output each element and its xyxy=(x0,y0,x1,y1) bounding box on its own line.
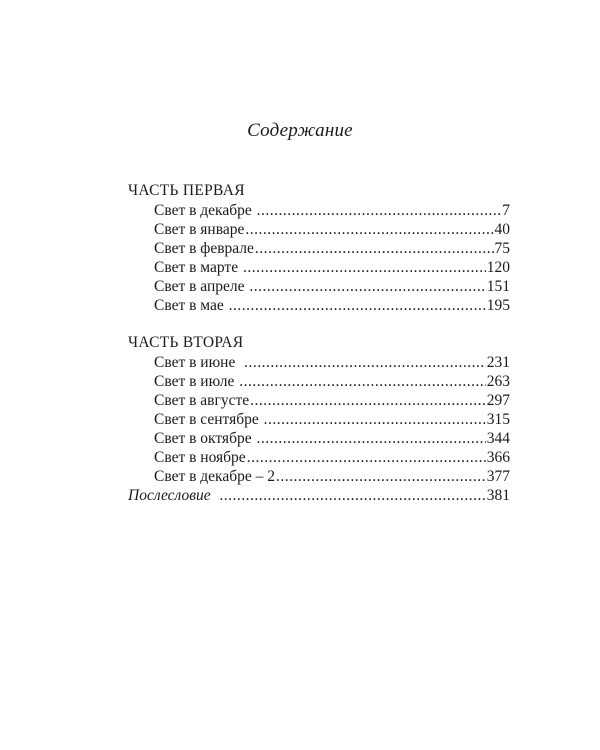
dot-leader xyxy=(264,410,486,429)
dot-leader xyxy=(229,296,486,315)
part-one-section xyxy=(128,181,510,315)
dot-leader xyxy=(239,372,485,391)
dot-leader xyxy=(219,486,485,505)
dot-leader xyxy=(244,353,486,372)
toc-entry xyxy=(128,467,510,486)
toc-entry-page: 7 xyxy=(502,202,510,219)
toc-entry-label: Свет в январе xyxy=(154,221,245,238)
toc-entry-page: 377 xyxy=(486,468,510,485)
dot-leader xyxy=(276,467,486,486)
toc-entry-label: Свет в декабре xyxy=(154,202,256,219)
dot-leader xyxy=(243,258,486,277)
toc-entry xyxy=(128,429,510,448)
toc-entry xyxy=(128,277,510,296)
toc-entry-label: Свет в июне xyxy=(154,354,244,371)
dot-leader xyxy=(256,429,485,448)
part-one-heading: ЧАСТЬ ПЕРВАЯ xyxy=(128,182,245,199)
toc-entry-label: Свет в сентябре xyxy=(154,411,263,428)
toc-entry-label: Свет в апреле xyxy=(154,278,249,295)
part-two-section xyxy=(128,333,510,505)
toc-entry-page: 297 xyxy=(486,392,510,409)
toc-entry-page: 40 xyxy=(494,221,510,238)
toc-entry-page: 381 xyxy=(486,487,510,504)
toc-entry-label: Свет в феврале xyxy=(154,240,254,257)
dot-leader xyxy=(245,220,493,239)
toc-entry-label: Свет в мае xyxy=(154,297,228,314)
table-of-contents xyxy=(128,181,510,523)
toc-entry-label: Свет в августе xyxy=(154,392,250,409)
toc-entry-page: 344 xyxy=(486,430,510,447)
toc-entry xyxy=(128,391,510,410)
toc-entry-label: Свет в марте xyxy=(154,259,242,276)
toc-entry xyxy=(128,296,510,315)
dot-leader xyxy=(257,201,502,220)
toc-entry-label: Свет в декабре – 2 xyxy=(154,468,275,485)
toc-entry-page: 315 xyxy=(486,411,510,428)
toc-entry xyxy=(128,220,510,239)
toc-entry-page: 120 xyxy=(486,259,510,276)
toc-entry-label: Свет в октябре xyxy=(154,430,256,447)
toc-entry-label: Свет в ноябре xyxy=(154,449,246,466)
toc-entry-page: 75 xyxy=(494,240,510,257)
toc-entry-label: Послесловие xyxy=(128,487,219,504)
toc-entry-label: Свет в июле xyxy=(154,373,239,390)
toc-entry xyxy=(128,353,510,372)
toc-entry-page: 231 xyxy=(486,354,510,371)
toc-entry xyxy=(128,239,510,258)
toc-entry-afterword xyxy=(128,486,510,505)
dot-leader xyxy=(249,277,485,296)
toc-entry xyxy=(128,448,510,467)
dot-leader xyxy=(247,448,486,467)
toc-entry xyxy=(128,410,510,429)
toc-entry xyxy=(128,258,510,277)
dot-leader xyxy=(250,391,486,410)
toc-entry-page: 366 xyxy=(486,449,510,466)
part-two-heading: ЧАСТЬ ВТОРАЯ xyxy=(128,334,244,351)
toc-entry xyxy=(128,372,510,391)
toc-entry-page: 151 xyxy=(486,278,510,295)
toc-title: Содержание xyxy=(247,120,353,141)
dot-leader xyxy=(255,239,494,258)
toc-entry xyxy=(128,201,510,220)
toc-entry-page: 195 xyxy=(486,297,510,314)
toc-entry-page: 263 xyxy=(486,373,510,390)
